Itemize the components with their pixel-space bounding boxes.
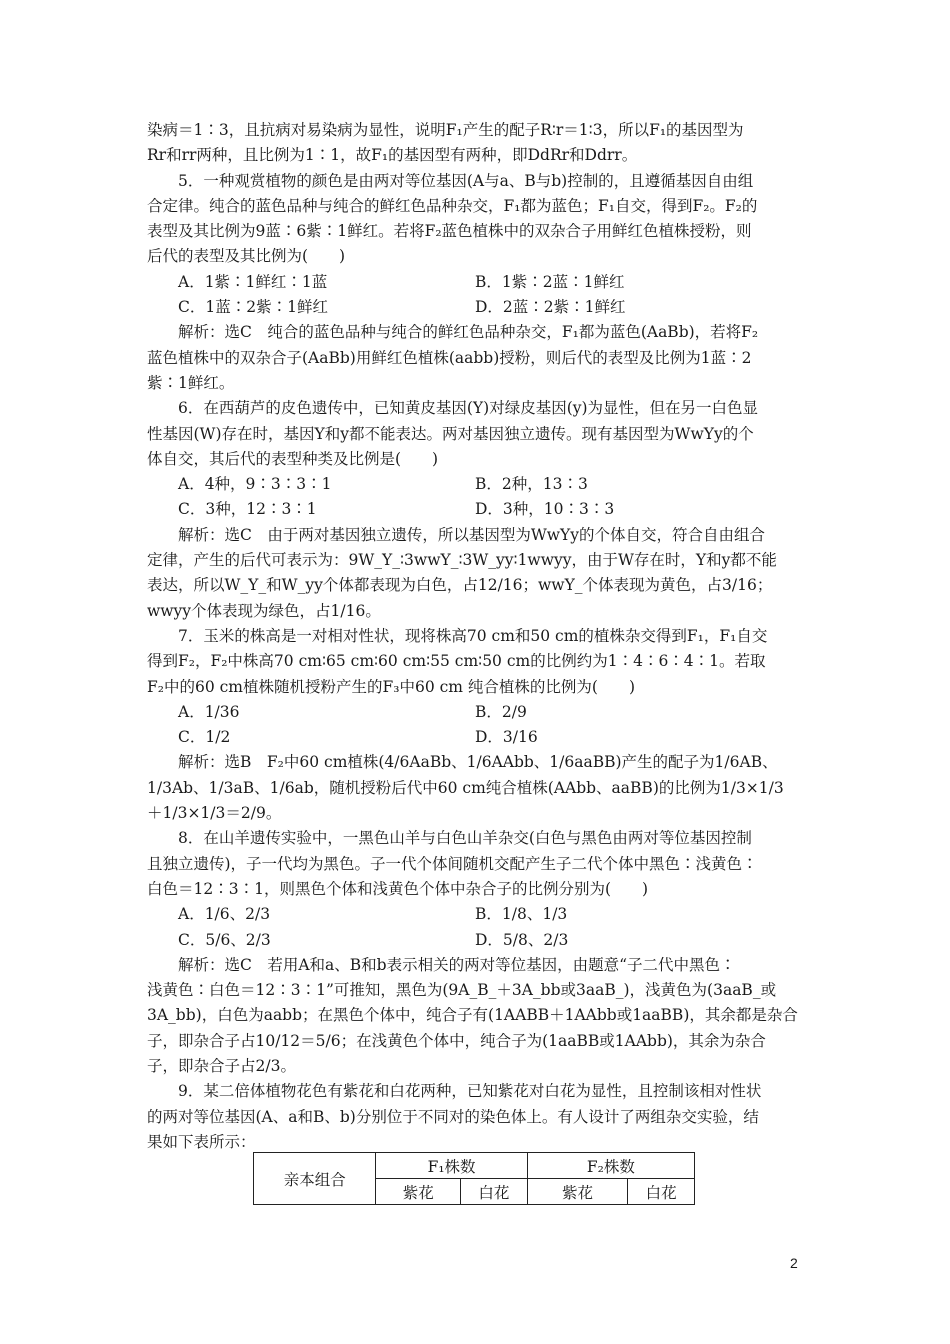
- text-line: 定律，产生的后代可表示为：9W_Y_∶3wwY_∶3W_yy∶1wwyy，由于W存在时，Y和y都不能: [147, 551, 777, 570]
- option-row: [147, 295, 807, 320]
- text-line: 表达，所以W_Y_和W_yy个体都表现为白色，占12/16；wwY_个体表现为黄色，占3/16；: [147, 576, 773, 595]
- text-line: 得到F₂，F₂中株高70 cm∶65 cm∶60 cm∶55 cm∶50 cm的比例约为1∶4∶6∶4∶1。若取: [147, 652, 766, 671]
- text-line: 合定律。纯合的蓝色品种与纯合的鲜红色品种杂交，F₁都为蓝色；F₁自交，得到F₂。F₂的: [147, 196, 758, 215]
- text-line: 解析：选B F₂中60 cm植株(4/6AaBb、1/6AAbb、1/6aaBB)产生的配子为1/6AB、: [178, 753, 778, 772]
- text-line: 解析：选C 纯合的蓝色品种与纯合的鲜红色品种杂交，F₁都为蓝色(AaBb)，若将F₂: [178, 323, 759, 342]
- f2-white-header: 白花: [628, 1179, 695, 1205]
- f1-white-header: 白花: [461, 1179, 528, 1205]
- text-line: wwyy个体表现为绿色，占1/16。: [147, 601, 381, 620]
- text-line: 子，即杂合子占2/3。: [147, 1056, 296, 1075]
- option-right: B．2/9: [475, 702, 527, 721]
- data-table: [253, 1152, 695, 1205]
- option-right: D．5/8、2/3: [475, 930, 569, 949]
- text-line: 子，即杂合子占10/12＝5/6；在浅黄色个体中，纯合子为(1aaBB或1AAbb)，其余为杂合: [147, 1031, 766, 1050]
- option-left: C．3种，12∶3∶1: [178, 500, 317, 519]
- parent-combination-header: 亲本组合: [254, 1153, 376, 1205]
- text-line: 后代的表型及其比例为( ): [147, 247, 346, 266]
- f2-purple-header: 紫花: [527, 1179, 628, 1205]
- text-line: 性基因(W)存在时，基因Y和y都不能表达。两对基因独立遗传。现有基因型为WwYy的个: [147, 424, 754, 443]
- text-line: 7．玉米的株高是一对相对性状，现将株高70 cm和50 cm的植株杂交得到F₁，F₁自交: [178, 626, 768, 645]
- option-left: A．1/36: [178, 702, 240, 721]
- page-number: 2: [790, 1255, 798, 1271]
- text-line: Rr和rr两种，且比例为1∶1，故F₁的基因型有两种，即DdRr和Ddrr。: [147, 146, 638, 165]
- text-line: 紫∶1鲜红。: [147, 373, 235, 392]
- option-row: [147, 497, 807, 522]
- option-row: [147, 472, 807, 497]
- text-line: 解析：选C 若用A和a、B和b表示相关的两对等位基因，由题意“子二代中黑色∶: [178, 955, 736, 974]
- table-header-row: [254, 1153, 695, 1179]
- text-line: 体自交，其后代的表型种类及比例是( ): [147, 449, 439, 468]
- option-right: B．2种，13∶3: [475, 475, 588, 494]
- option-right: B．1紫∶2蓝∶1鲜红: [475, 272, 625, 291]
- text-line: 解析：选C 由于两对基因独立遗传，所以基因型为WwYy的个体自交，符合自由组合: [178, 525, 766, 544]
- text-line: 且独立遗传)，子一代均为黑色。子一代个体间随机交配产生子二代个体中黑色∶浅黄色∶: [147, 854, 758, 873]
- text-line: 蓝色植株中的双杂合子(AaBb)用鲜红色植株(aabb)授粉，则后代的表型及比例为1蓝∶2: [147, 348, 752, 367]
- option-left: A．1紫∶1鲜红∶1蓝: [178, 272, 328, 291]
- text-line: 9．某二倍体植物花色有紫花和白花两种，已知紫花对白花为显性，且控制该相对性状: [178, 1082, 762, 1101]
- text-line: 3A_bb)，白色为aabb；在黑色个体中，纯合子有(1AABB＋1AAbb或1aaBB)，其余都是杂合: [147, 1006, 798, 1025]
- text-line: F₂中的60 cm植株随机授粉产生的F₃中60 cm 纯合植株的比例为( ): [147, 677, 636, 696]
- option-right: B．1/8、1/3: [475, 905, 568, 924]
- f1-count-header: F₁株数: [376, 1153, 527, 1179]
- text-line: 染病＝1∶3，且抗病对易染病为显性，说明F₁产生的配子R∶r＝1∶3，所以F₁的基因型为: [147, 121, 744, 139]
- option-left: A．1/6、2/3: [178, 905, 271, 924]
- document-body: [147, 118, 807, 1155]
- option-right: D．2蓝∶2紫∶1鲜红: [475, 298, 626, 317]
- option-left: C．5/6、2/3: [178, 930, 271, 949]
- text-line: ＋1/3×1/3＝2/9。: [147, 804, 282, 823]
- text-line: 5．一种观赏植物的颜色是由两对等位基因(A与a、B与b)控制的，且遵循基因自由组: [178, 171, 754, 190]
- text-line: 浅黄色∶白色＝12∶3∶1”可推知，黑色为(9A_B_＋3A_bb或3aaB_)，浅黄色为(3aaB_或: [147, 981, 777, 1000]
- text-line: 白色＝12∶3∶1，则黑色个体和浅黄色个体中杂合子的比例分别为( ): [147, 879, 649, 898]
- option-row: [147, 700, 807, 725]
- option-row: [147, 725, 807, 750]
- text-line: 1/3Ab、1/3aB、1/6ab，随机授粉后代中60 cm纯合植株(AAbb、aaBB)的比例为1/3×1/3: [147, 778, 784, 797]
- option-left: A．4种，9∶3∶3∶1: [178, 475, 332, 494]
- text-line: 6．在西葫芦的皮色遗传中，已知黄皮基因(Y)对绿皮基因(y)为显性，但在另一白色显: [178, 399, 759, 418]
- option-row: [147, 928, 807, 953]
- f1-purple-header: 紫花: [376, 1179, 461, 1205]
- f2-count-header: F₂株数: [527, 1153, 694, 1179]
- option-right: D．3/16: [475, 728, 538, 747]
- text-line: 果如下表所示：: [147, 1132, 256, 1151]
- option-right: D．3种，10∶3∶3: [475, 500, 615, 519]
- text-line: 表型及其比例为9蓝∶6紫∶1鲜红。若将F₂蓝色植株中的双杂合子用鲜红色植株授粉，则: [147, 222, 752, 241]
- option-row: [147, 902, 807, 927]
- text-line: 8．在山羊遗传实验中，一黑色山羊与白色山羊杂交(白色与黑色由两对等位基因控制: [178, 829, 752, 848]
- option-left: C．1/2: [178, 728, 231, 747]
- option-left: C．1蓝∶2紫∶1鲜红: [178, 298, 328, 317]
- text-line: 的两对等位基因(A、a和B、b)分别位于不同对的染色体上。有人设计了两组杂交实验，结: [147, 1107, 759, 1126]
- option-row: [147, 270, 807, 295]
